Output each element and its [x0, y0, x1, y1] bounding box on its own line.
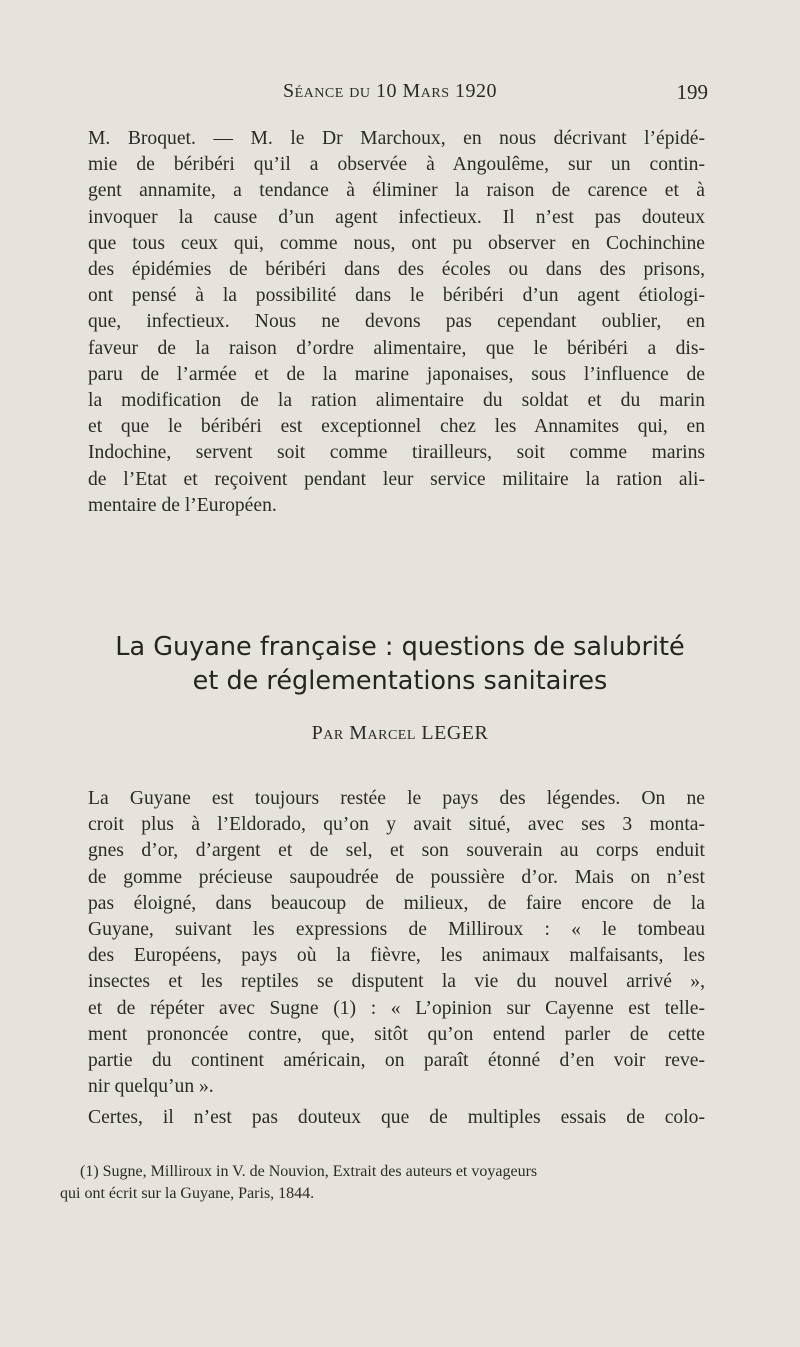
text-line: Indochine, servent soit comme tirailleurs, soit comme marins — [88, 442, 705, 464]
text-line: Guyane, suivant les expressions de Milliroux : « le tombeau — [88, 919, 705, 941]
paragraph-discussion — [88, 126, 705, 519]
text-line: croit plus à l’Eldorado, qu’on y avait situé, avec ses 3 monta- — [88, 814, 705, 836]
text-line: invoquer la cause d’un agent infectieux. Il n’est pas douteux — [88, 206, 705, 228]
text-line: mentaire de l’Européen. — [88, 494, 277, 516]
text-line: partie du continent américain, on paraît étonné d’en voir reve- — [88, 1050, 705, 1072]
text-line: M. Broquet. — M. le Dr Marchoux, en nous décrivant l’épidé- — [88, 128, 705, 149]
running-head — [0, 80, 800, 110]
text-line: de gomme précieuse saupoudrée de poussière d’or. Mais on n’est — [88, 866, 705, 888]
text-line: et de répéter avec Sugne (1) : « L’opinion sur Cayenne est telle- — [88, 997, 705, 1019]
text-line: faveur de la raison d’ordre alimentaire, que le béribéri a dis- — [88, 337, 705, 359]
text-line: des Européens, pays où la fièvre, les animaux malfaisants, les — [88, 945, 705, 967]
text-line: gent annamite, a tendance à éliminer la raison de carence et à — [88, 180, 705, 202]
text-line: mie de béribéri qu’il a observée à Angoulême, sur un contin- — [88, 154, 705, 176]
text-line: insectes et les reptiles se disputent la vie du nouvel arrivé », — [88, 971, 705, 993]
text-line: que, infectieux. Nous ne devons pas cependant oublier, en — [88, 311, 705, 333]
text-line: paru de l’armée et de la marine japonaises, sous l’influence de — [88, 363, 705, 385]
text-line: Certes, il n’est pas douteux que de multiples essais de colo- — [88, 1107, 705, 1128]
text-line: La Guyane est toujours restée le pays des légendes. On ne — [88, 788, 705, 809]
text-line: ment prononcée contre, que, sitôt qu’on entend parler de cette — [88, 1023, 705, 1045]
text-line: que tous ceux qui, comme nous, ont pu observer en Cochinchine — [88, 232, 705, 254]
text-line: des épidémies de béribéri dans des écoles ou dans des prisons, — [88, 259, 705, 281]
text-line: de l’Etat et reçoivent pendant leur service militaire la ration ali- — [88, 468, 705, 490]
article-title-line-2: et de réglementations sanitaires — [192, 666, 608, 696]
article-title-line-1: La Guyane française : questions de salubrité — [115, 632, 685, 662]
footnote-line: qui ont écrit sur la Guyane, Paris, 1844. — [60, 1185, 315, 1202]
paragraph-guyane — [88, 786, 705, 1100]
page-number: 199 — [676, 80, 708, 104]
text-line: ont pensé à la possibilité dans le béribéri d’un agent étiologi- — [88, 285, 705, 307]
text-line: gnes d’or, d’argent et de sel, et son souverain au corps enduit — [88, 840, 705, 862]
text-line: pas éloigné, dans beaucoup de milieux, de faire encore de la — [88, 892, 705, 914]
paragraph-certes — [88, 1105, 705, 1131]
text-line: la modification de la ration alimentaire du soldat et du marin — [88, 390, 705, 412]
footnote — [60, 1161, 710, 1205]
text-line: et que le béribéri est exceptionnel chez les Annamites qui, en — [88, 416, 705, 438]
footnote-line: (1) Sugne, Milliroux in V. de Nouvion, Extrait des auteurs et voyageurs — [80, 1163, 538, 1180]
text-line: nir quelqu’un ». — [88, 1076, 214, 1098]
running-title: Séance du 10 Mars 1920 — [282, 80, 498, 102]
byline: Par Marcel LEGER — [311, 722, 489, 744]
